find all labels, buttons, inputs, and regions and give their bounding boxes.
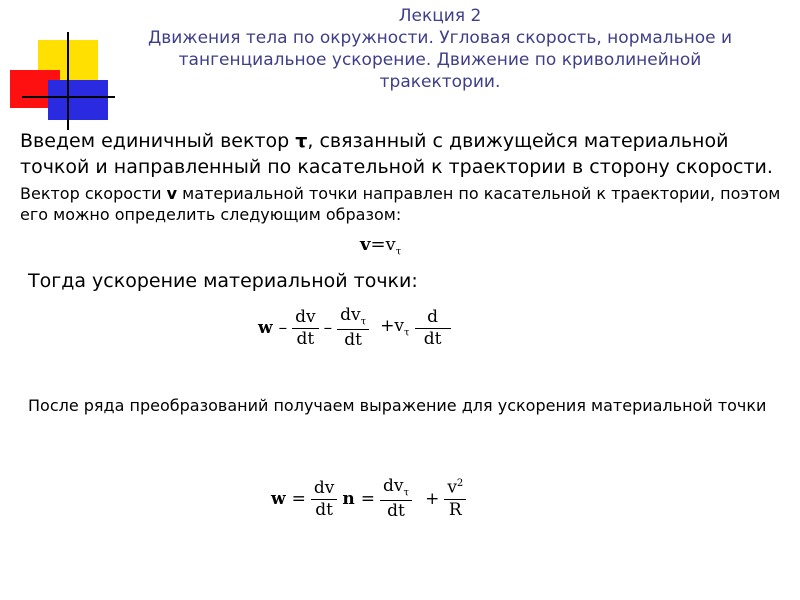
velocity-paragraph	[20, 183, 790, 225]
presentation-logo	[0, 0, 120, 130]
fraction-1-denominator: dt	[296, 328, 315, 349]
acceleration-intro: Тогда ускорение материальной точки:	[28, 270, 418, 292]
logo-blue-square	[48, 80, 108, 120]
acceleration-fraction-2	[337, 305, 369, 351]
final-fraction-1	[311, 478, 338, 521]
final-fraction-1-numerator: dv	[313, 477, 335, 498]
final-fraction-2-numerator: dv	[383, 476, 404, 496]
final-formula-plus: +	[425, 488, 440, 509]
acceleration-formula-plus: +v	[380, 316, 405, 336]
final-acceleration-formula	[268, 476, 468, 522]
velocity-formula-lhs: v	[360, 234, 371, 255]
final-fraction-3-denominator: R	[448, 500, 462, 521]
transformation-paragraph: После ряда преобразований получаем выражение для ускорения материальной точки	[28, 396, 767, 415]
fraction-2-numerator: dv	[340, 305, 361, 325]
lecture-title-line3: тракектории.	[379, 72, 501, 92]
intro-paragraph	[20, 128, 790, 180]
final-fraction-2	[380, 476, 412, 522]
velocity-formula	[360, 236, 401, 258]
fraction-2-denominator: dt	[344, 330, 363, 351]
acceleration-fraction-1	[292, 307, 319, 350]
final-fraction-3-sup: 2	[456, 478, 464, 490]
final-fraction-3	[444, 477, 466, 521]
acceleration-formula	[255, 305, 453, 351]
acceleration-formula-minus1: –	[278, 317, 288, 338]
fraction-3-numerator: d	[427, 306, 439, 327]
final-fraction-3-numerator: v	[447, 478, 457, 499]
final-formula-lhs: w	[271, 488, 286, 509]
velocity-text-a: Вектор скорости	[20, 184, 167, 203]
fraction-3-denominator: dt	[423, 328, 442, 349]
final-formula-eq1: =	[291, 488, 306, 509]
tau-symbol: τ	[295, 130, 308, 152]
acceleration-formula-plus-sub: τ	[404, 327, 410, 339]
velocity-symbol: v	[166, 184, 178, 203]
final-fraction-1-denominator: dt	[315, 499, 333, 520]
lecture-title-line2: тангенциальное ускорение. Движение по криволинейной	[178, 50, 702, 70]
acceleration-formula-lhs: w	[258, 317, 273, 338]
velocity-formula-rhs: =v	[370, 234, 396, 255]
acceleration-fraction-3	[415, 307, 451, 350]
intro-text-b: , связанный с движущейся материальной точкой и направленный по касательной к траектории в сторону скорости.	[20, 130, 773, 178]
lecture-header	[135, 5, 745, 93]
lecture-number: Лекция 2	[398, 6, 482, 26]
intro-text-a: Введем единичный вектор	[20, 130, 296, 152]
final-formula-eq2: =	[360, 488, 376, 509]
fraction-2-sub: τ	[360, 316, 367, 328]
final-fraction-2-denominator: dt	[387, 501, 405, 522]
velocity-text-b: материальной точки направлен по касательной к траектории, поэтом его можно определить следующим образом:	[20, 184, 781, 224]
final-fraction-2-sub: τ	[403, 487, 410, 499]
fraction-1-numerator: dv	[295, 306, 316, 327]
acceleration-formula-minus2: –	[323, 317, 333, 338]
final-formula-n: n	[342, 488, 355, 509]
velocity-formula-sub: τ	[395, 246, 402, 258]
lecture-title-line1: Движения тела по окружности. Угловая скорость, нормальное и	[147, 28, 733, 48]
